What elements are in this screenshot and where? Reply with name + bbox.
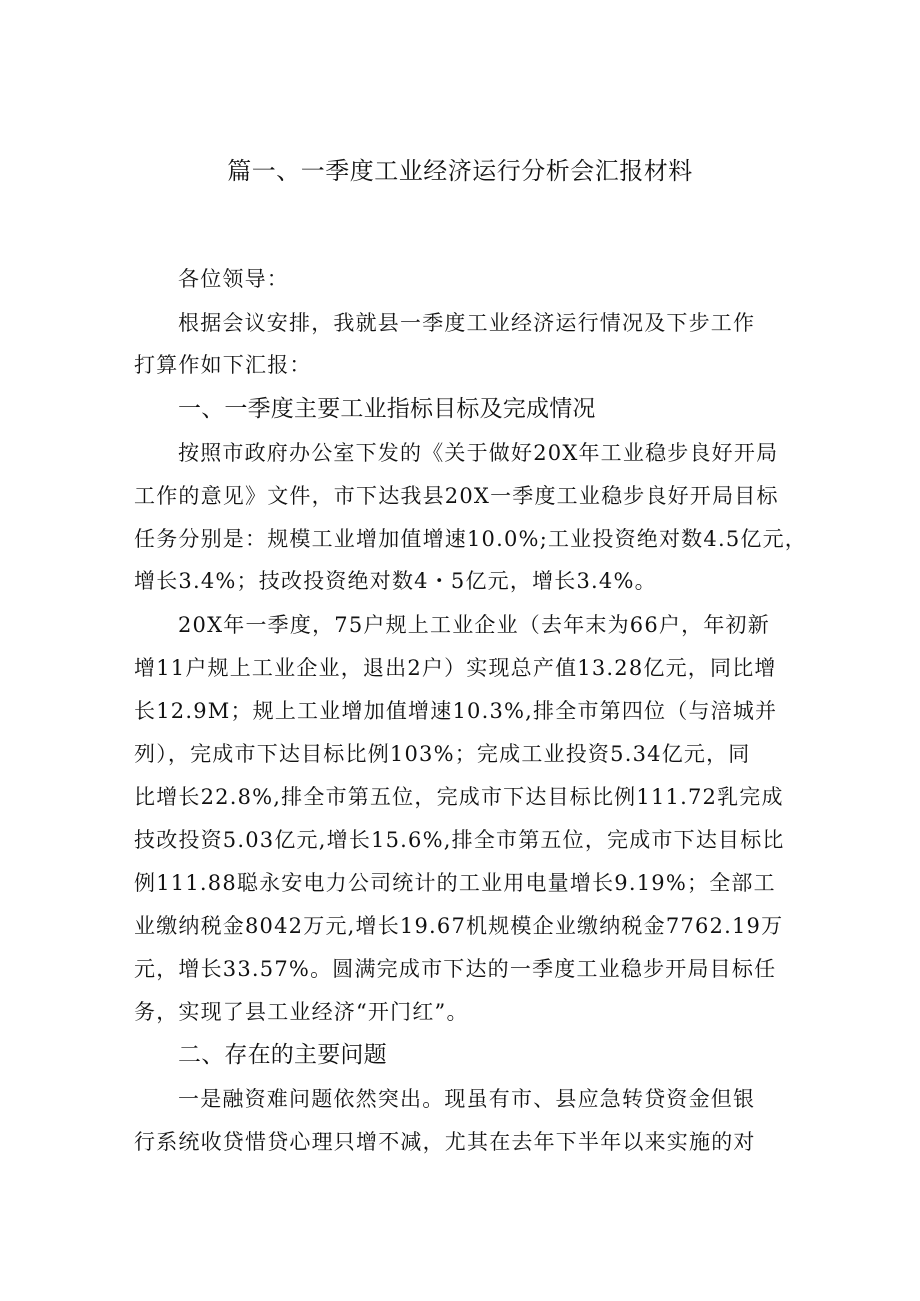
section-heading-1: 一、一季度主要工业指标目标及完成情况 <box>178 396 596 422</box>
document-title: 篇一、一季度工业经济运行分析会汇报材料 <box>227 157 693 185</box>
paragraph-line: 任务分别是：规模工业增加值增速10.0%;工业投资绝对数4.5亿元， <box>134 527 807 551</box>
paragraph-line: 20X年一季度，75户规上工业企业（去年末为66户，年初新 <box>178 613 770 637</box>
salutation: 各位领导： <box>178 267 289 291</box>
paragraph-line: 工作的意见》文件，市下达我县20X一季度工业稳步良好开局目标 <box>134 484 779 508</box>
paragraph-line: 按照市政府办公室下发的《关于做好20X年工业稳步良好开局 <box>178 441 779 465</box>
paragraph-line: 长12.9M；规上工业增加值增速10.3%,排全市第四位（与涪城并 <box>134 699 778 723</box>
paragraph-line: 业缴纳税金8042万元,增长19.67机规模企业缴纳税金7762.19万 <box>134 914 784 938</box>
paragraph-line: 增长3.4%；技改投资绝对数4・5亿元，增长3.4%。 <box>134 569 657 593</box>
paragraph-line: 技改投资5.03亿元,增长15.6%,排全市第五位，完成市下达目标比 <box>134 828 785 852</box>
intro-line: 根据会议安排，我就县一季度工业经济运行情况及下步工作 <box>178 311 756 335</box>
paragraph-line: 务，实现了县工业经济“开门红”。 <box>134 1000 469 1024</box>
paragraph-line: 比增长22.8%,排全市第五位，完成市下达目标比例111.72乳完成 <box>134 785 784 809</box>
paragraph-line: 列），完成市下达目标比例103%；完成工业投资5.34亿元，同 <box>134 742 751 766</box>
paragraph-line: 一是融资难问题依然突出。现虽有市、县应急转贷资金但银 <box>178 1087 756 1111</box>
paragraph-line: 增11户规上工业企业，退出2户）实现总产值13.28亿元，同比增 <box>134 656 777 680</box>
paragraph-line: 行系统收贷惜贷心理只增不减，尤其在去年下半年以来实施的对 <box>134 1130 756 1154</box>
paragraph-line: 元，增长33.57%。圆满完成市下达的一季度工业稳步开局目标任 <box>134 957 777 981</box>
intro-line: 打算作如下汇报： <box>134 353 312 377</box>
section-heading-2: 二、存在的主要问题 <box>178 1042 387 1068</box>
paragraph-line: 例111.88聪永安电力公司统计的工业用电量增长9.19%；全部工 <box>134 871 776 895</box>
